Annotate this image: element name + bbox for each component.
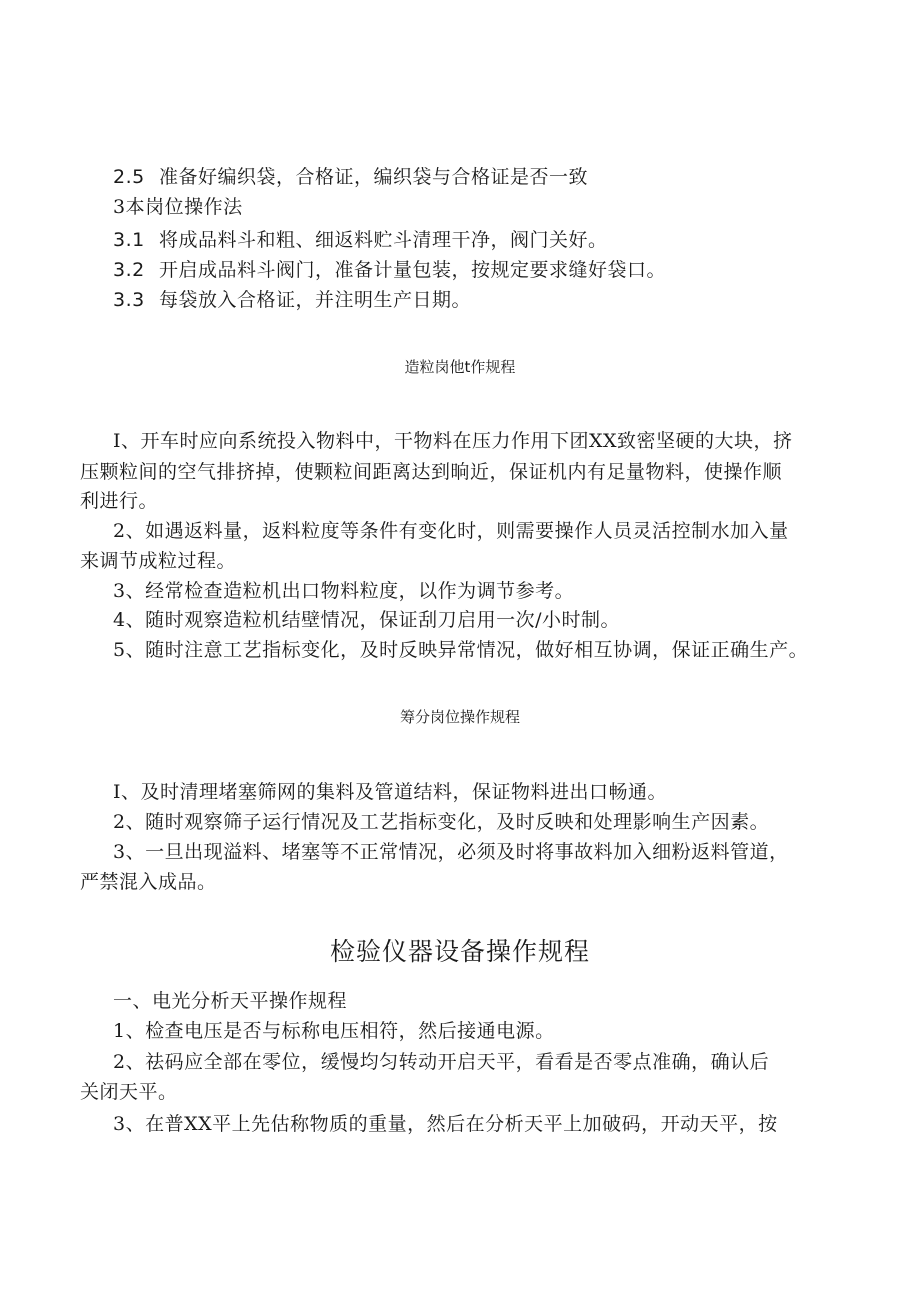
item-2-5-number: 2.5	[113, 166, 145, 188]
instruments-subheading: 一、电光分析天平操作规程	[113, 990, 348, 1012]
item-3-2-number: 3.2	[113, 259, 145, 281]
granulation-p4: 4、随时观察造粒机结壁情况，保证刮刀启用一次/小时制。	[113, 609, 620, 631]
item-3-2-text: 开启成品料斗阀门，准备计量包装，按规定要求缝好袋口。	[159, 259, 667, 281]
item-3-3-number: 3.3	[113, 289, 145, 311]
screening-p1: I、及时清理堵塞筛网的集料及管道结料，保证物料进出口畅通。	[113, 781, 668, 803]
instruments-title: 检验仪器设备操作规程	[329, 937, 590, 966]
item-3-3-text: 每袋放入合格证，并注明生产日期。	[159, 289, 472, 311]
item-3-1-text: 将成品料斗和粗、细返料贮斗清理干净，阀门关好。	[159, 229, 608, 251]
granulation-p2-line1: 2、如遇返料量，返料粒度等条件有变化时，则需要操作人员灵活控制水加入量	[113, 520, 789, 542]
item-3-1-number: 3.1	[113, 229, 145, 251]
item-3-1	[113, 226, 608, 254]
instruments-p3: 3、在普XX平上先估称物质的重量，然后在分析天平上加破码，开动天平，按	[113, 1113, 778, 1135]
screening-p3-line2: 严禁混入成品。	[80, 871, 217, 893]
item-2-5	[113, 163, 588, 191]
screening-title: 筹分岗位操作规程	[399, 708, 520, 726]
item-3-2	[113, 256, 666, 284]
section-3-heading: 3本岗位操作法	[113, 196, 243, 218]
item-2-5-text: 准备好编织袋，合格证，编织袋与合格证是否一致	[159, 166, 589, 188]
granulation-p1-line1: I、开车时应向系统投入物料中，干物料在压力作用下团XX致密坚硬的大块，挤	[113, 430, 793, 452]
screening-p3-line1: 3、一旦出现溢料、堵塞等不正常情况，必须及时将事故料加入细粉返料管道，	[113, 841, 789, 863]
granulation-p2-line2: 来调节成粒过程。	[80, 550, 237, 572]
screening-p2: 2、随时观察筛子运行情况及工艺指标变化，及时反映和处理影响生产因素。	[113, 811, 770, 833]
item-3-3	[113, 286, 471, 314]
instruments-p2-line1: 2、祛码应全部在零位，缓慢均匀转动开启天平，看看是否零点准确，确认后	[113, 1051, 770, 1073]
granulation-p1-line3: 利进行。	[80, 490, 159, 512]
instruments-p1: 1、检查电压是否与标称电压相符，然后接通电源。	[113, 1020, 555, 1042]
granulation-p3: 3、经常检查造粒机出口物料粒度，以作为调节参考。	[113, 580, 575, 602]
granulation-p5: 5、随时注意工艺指标变化，及时反映异常情况，做好相互协调，保证正确生产。	[113, 639, 809, 661]
instruments-p2-line2: 关闭天平。	[80, 1081, 178, 1103]
granulation-title: 造粒岗他t作规程	[404, 358, 516, 376]
granulation-p1-line2: 压颗粒间的空气排挤掉，使颗粒间距离达到晌近，保证机内有足量物料，使操作顺	[80, 461, 783, 483]
